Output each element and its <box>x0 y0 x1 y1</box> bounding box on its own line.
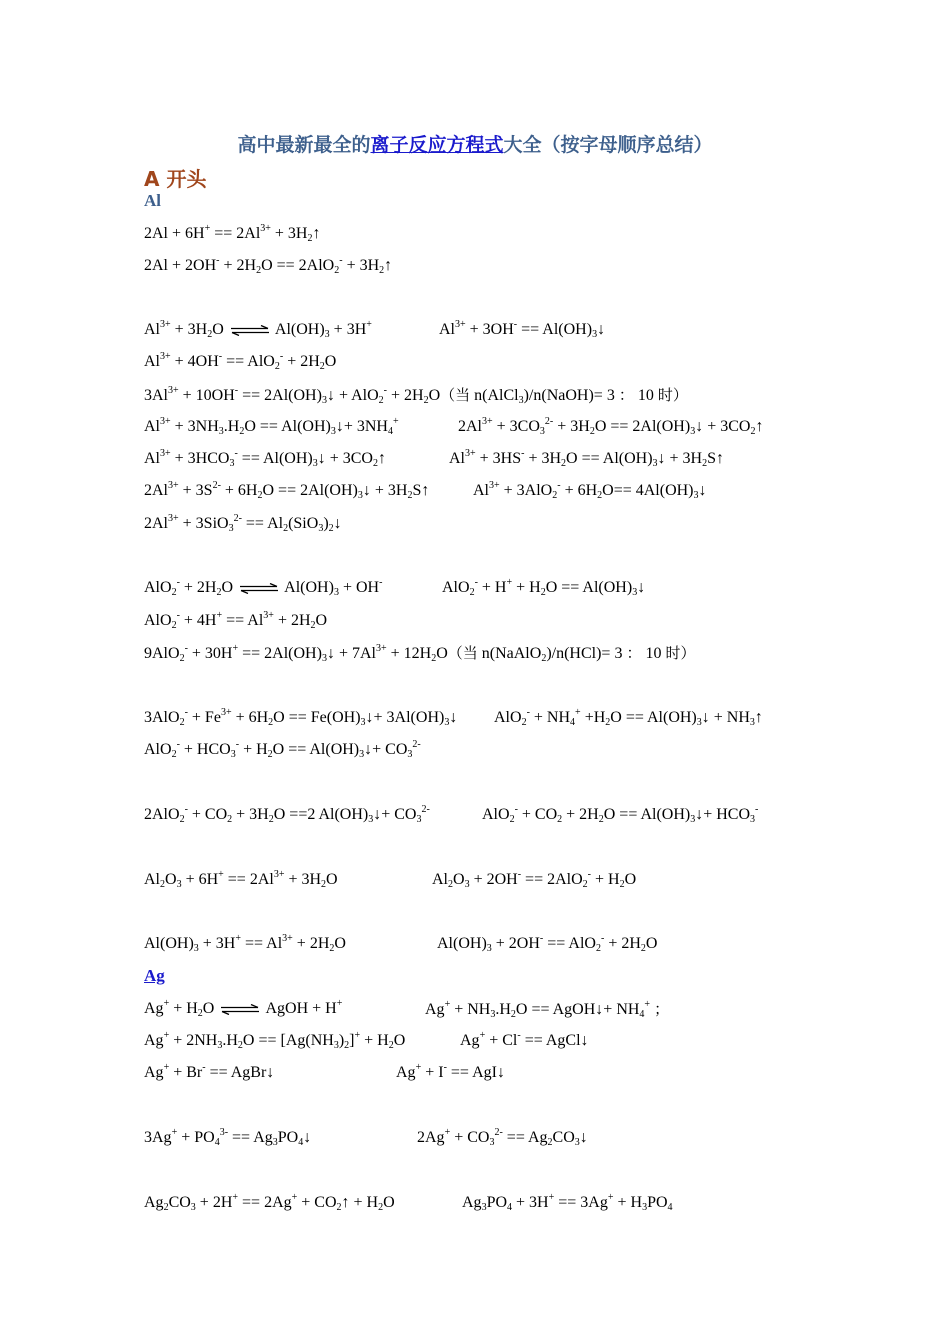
section-heading: A 开头 <box>144 167 207 191</box>
equation: $Al^{3+} + 3OH^-$ == $Al(OH)_3↓$ <box>439 319 606 340</box>
equation: $2AlO_2^- + CO_2 + 3H_2O ==2$ $Al(OH)_3↓+ CO_3^{2-}$ <box>144 804 430 825</box>
equation: Ag+ + Br- == AgBr↓ <box>144 1062 275 1081</box>
equation: $Ag^+ + NH_3.H_2O$ == AgOH↓+ $NH_4^+$ ； <box>425 999 670 1020</box>
equation: $2Al^{3+} + 3S^{2-} + 6H_2O$ == $2Al(OH)_3↓$ + $3H_2S↑$ <box>144 480 430 501</box>
equation: $Al^{3+} + 3NH_3.H_2O$ == $Al(OH)_3↓+ 3NH_4^+$ <box>144 416 399 437</box>
equation: $9AlO_2^- + 30H^+ == 2Al(OH)_3↓ + 7Al^{3+} + 12H_2O$（当 n(NaAlO$_2$)/n(HCl)= 3 ： 10 时） <box>144 643 696 664</box>
title-suffix: 大全（按字母顺序总结） <box>503 134 713 156</box>
equation: $Ag^+ + H_2O$ AgOH + H+ <box>144 998 343 1019</box>
subsection-ag-link[interactable]: Ag <box>144 966 165 985</box>
equation: $2Al + 6H^+ == 2Al^{3+}$ + $3H_2↑$ <box>144 223 321 244</box>
equation: Ag+ + I- == AgI↓ <box>396 1062 505 1081</box>
equation: $AlO_2^- + H^+ + H_2O$ == $Al(OH)_3↓$ <box>442 577 646 598</box>
equation: $2Al + 2OH^- + 2H_2O == 2AlO_2^-$ + $3H_2↑$ <box>144 255 393 276</box>
equation: $Al_2O_3 + 2OH^- == 2AlO_2^- + H_2O$ <box>432 869 637 890</box>
equation: Ag+ + Cl- == AgCl↓ <box>460 1030 589 1049</box>
equation: $2Al^{3+} + 3CO_3^{2-} + 3H_2O$ == $2Al(OH)_3↓$ + $3CO_2↑$ <box>458 416 764 437</box>
equation: $2Al^{3+} + 3SiO_3^{2-}$ == $Al_2(SiO_3)_2↓$ <box>144 513 342 534</box>
equation: $AlO_2^- + 4H^+ == Al^{3+} + 2H_2O$ <box>144 610 328 631</box>
equation: $2Ag^+ + CO_3^{2-}$ == $Ag_2CO_3↓$ <box>417 1127 588 1148</box>
title-link[interactable]: 离子反应方程式 <box>370 134 504 156</box>
title-prefix: 高中最新最全的 <box>237 134 371 156</box>
equation: $Al_2O_3 + 6H^+ == 2Al^{3+} + 3H_2O$ <box>144 869 338 890</box>
subsection-al: Al <box>144 191 161 210</box>
equation: $Al(OH)_3 + 2OH^- == AlO_2^- + 2H_2O$ <box>437 933 658 954</box>
equation: $Ag_3PO_4 + 3H^+ == 3Ag^+ + H_3PO_4$ <box>462 1192 673 1213</box>
page-title <box>0 130 950 157</box>
equation: $Al^{3+} + 4OH^- == AlO_2^- + 2H_2O$ <box>144 351 337 372</box>
equation: $AlO_2^- + NH_4^+ +H_2O$ == $Al(OH)_3↓$ + $NH_3↑$ <box>494 707 763 728</box>
equation: $3AlO_2^- + Fe^{3+} + 6H_2O$ == $Fe(OH)_3↓+$ $3Al(OH)_3↓$ <box>144 707 458 728</box>
equation: $3Ag^+ + PO_4^{3-}$ == $Ag_3PO_4↓$ <box>144 1127 312 1148</box>
reversible-arrow-icon <box>230 325 270 336</box>
equation: $Al^{3+} + 3HS^- + 3H_2O$ == $Al(OH)_3↓$ + $3H_2S↑$ <box>449 448 725 469</box>
equation: $AlO_2^- + CO_2 + 2H_2O$ == $Al(OH)_3↓+ HCO_3^-$ <box>482 804 759 825</box>
equation: $AlO_2^- + HCO_3^- + H_2O$ == $Al(OH)_3↓+ CO_3^{2-}$ <box>144 739 421 760</box>
equation: $Al^{3+} + 3HCO_3^-$ == $Al(OH)_3↓$ + $3CO_2↑$ <box>144 448 386 469</box>
equation: $Al^{3+} + 3AlO_2^- + 6H_2O==$ $4Al(OH)_3↓$ <box>473 480 707 501</box>
reversible-arrow-icon <box>220 1004 260 1015</box>
equation: $AlO_2^- + 2H_2O$ $Al(OH)_3 + OH^-$ <box>144 577 383 598</box>
equation: $3Al^{3+} + 10OH^-$ == $2Al(OH)_3↓ + AlO_2^- + 2H_2O$（当 n(AlCl$_3$)/n(NaOH)= 3 ： 10 时） <box>144 385 688 406</box>
equation: $Al^{3+} + 3H_2O$ $Al(OH)_3 + 3H^+$ <box>144 319 372 340</box>
reversible-arrow-icon <box>239 583 279 594</box>
equation: $Al(OH)_3 + 3H^+ == Al^{3+} + 2H_2O$ <box>144 933 346 954</box>
equation: $Ag_2CO_3 + 2H^+ == 2Ag^+$ + $CO_2↑ + H_2O$ <box>144 1192 395 1213</box>
equation: $Ag^+ + 2NH_3.H_2O == [Ag(NH_3)_2]^+ + H_2O$ <box>144 1030 406 1051</box>
